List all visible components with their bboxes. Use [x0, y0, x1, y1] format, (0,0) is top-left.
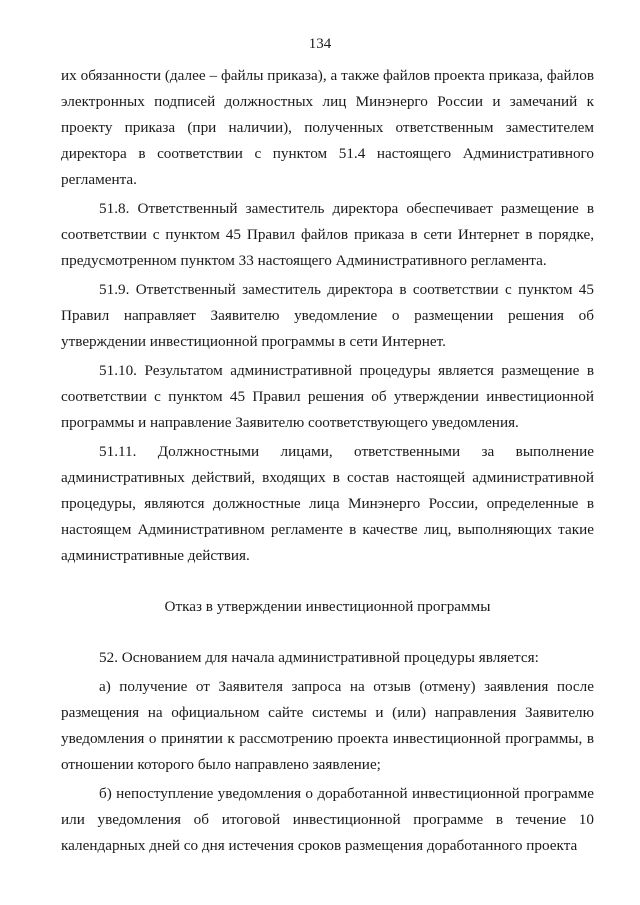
paragraph-continuation: их обязанности (далее – файлы приказа), а также файлов проекта приказа, файлов электронных подписей должностных лиц Минэнерго России и замечаний к проекту приказа (при наличии), полученных ответственным заместителем директора в соответствии с пунктом 51.4 настоящего Административного регламента. [61, 67, 594, 188]
paragraph-52-b: б) непоступление уведомления о доработанной инвестиционной программе или уведомления об итоговой инвестиционной программе в течение 10 календарных дней со дня истечения сроков размещения доработанного проекта [61, 785, 594, 854]
paragraph-51-9: 51.9. Ответственный заместитель директора в соответствии с пунктом 45 Правил направляет Заявителю уведомление о размещении решения об утверждении инвестиционной программы в сети Интернет. [61, 281, 594, 350]
paragraph-52: 52. Основанием для начала административной процедуры является: [99, 649, 539, 666]
section-title: Отказ в утверждении инвестиционной программы [164, 598, 491, 615]
paragraph-52-a: а) получение от Заявителя запроса на отзыв (отмену) заявления после размещения на официальном сайте системы и (или) направления Заявителю уведомления о принятии к рассмотрению проекта инвестиционной программы, в отношении которого было направлено заявление; [61, 678, 594, 773]
paragraph-51-10: 51.10. Результатом административной процедуры является размещение в соответствии с пунктом 45 Правил решения об утверждении инвестиционной программы и направление Заявителю соответствующего уведомления. [61, 362, 594, 431]
paragraph-51-8: 51.8. Ответственный заместитель директора обеспечивает размещение в соответствии с пунктом 45 Правил файлов приказа в сети Интернет в порядке, предусмотренном пунктом 33 настоящего Административного регламента. [61, 200, 594, 269]
document-body [61, 63, 594, 862]
paragraph-51-11: 51.11. Должностными лицами, ответственными за выполнение административных действий, входящих в состав настоящей административной процедуры, являются должностные лица Минэнерго России, определенные в настоящем Административном регламенте в качестве лиц, выполняющих такие административные действия. [61, 443, 594, 564]
page-number: 134 [308, 36, 332, 52]
